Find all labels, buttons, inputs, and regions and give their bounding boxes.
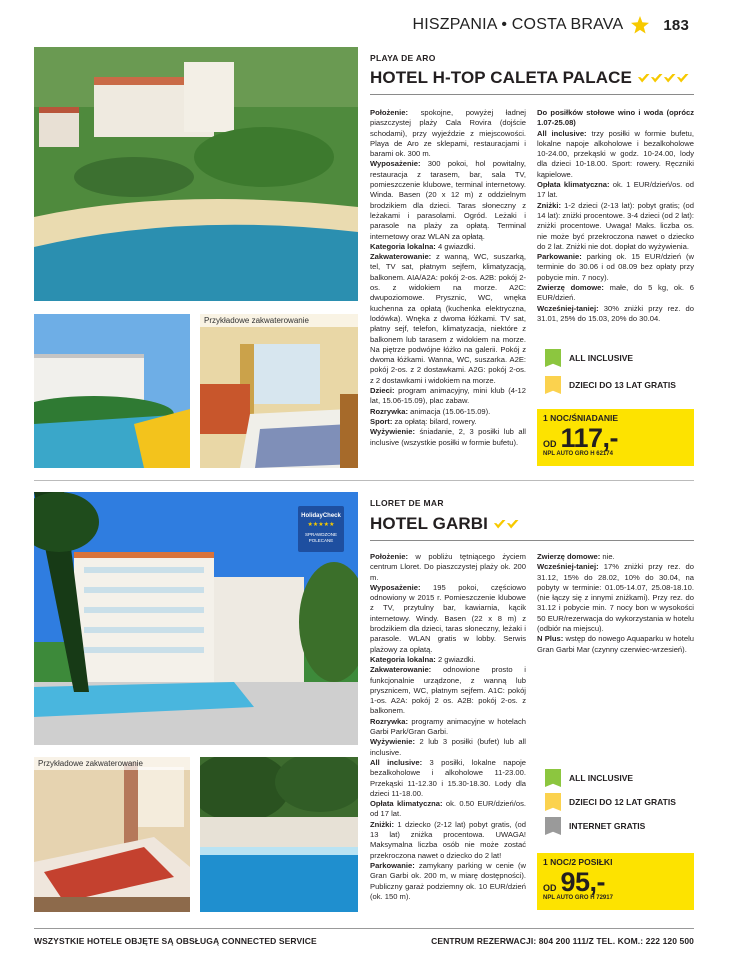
badge-all-inclusive [545,349,676,367]
field-label: Opłata klimatyczna: [537,180,610,190]
description-paragraph [370,799,526,820]
description-paragraph [537,562,694,634]
field-value: programy animacyjne w hotelach Garbi Park/Gran Garbi. [370,716,526,737]
star-icon [664,74,676,83]
field-label: Zwierzę domowe: [537,283,604,293]
field-value: 1 dziecko (2-12 lat) pobyt gratis, (od 13 lat) zniżka procentowa. UWAGA! Maksymalna liczba osób nie może zostać przekroczona nawet o dziecko do 2 lat! [370,819,526,860]
sample-accommodation-label: Przykładowe zakwaterowanie [200,314,358,327]
description-paragraph [370,242,526,252]
field-value: odnowione prosto i funkcjonalnie urządzone, z wanną lub prysznicem, WC, płatnym sejfem. A1C: pokój 1-os. A2A: pokój 2 os. A2B: pokój 2-os. z balkonem. [370,665,526,716]
description-paragraph [370,665,526,716]
description-paragraph [370,861,526,902]
page-number: 183 [663,16,689,34]
badge-kids-free [545,376,676,394]
field-value: małe, do 5 kg, ok. 6 EUR/dzień. [537,283,694,303]
field-value: 4 gwiazdki. [435,241,476,251]
field-label: Zniżki: [537,200,562,210]
field-value: spokojne, powyżej ładnej piaszczystej plaży Cala Rovira (dojście schodami), przy wyjeździe z miejscowości. Playa de Aro ze sklepami, restauracjami i barami ok. 300 m. [370,108,526,159]
field-value: 2 lub 3 posiłki (bufet) lub all inclusive. [370,737,526,757]
field-value: animacja (15.06-15.09). [407,406,491,416]
field-label: Położenie: [370,108,408,117]
field-label: Wcześniej-taniej: [537,303,599,313]
field-value: wstęp do nowego Aquaparku w hotelu Gran Garbi Mar (czynny czerwiec-wrzesień). [537,634,694,654]
field-value: 30% zniżki przy rez. do 31.01, 25% do 15.03, 20% do 30.04. [537,303,694,323]
description-paragraph [537,304,694,325]
star-icon [677,74,689,83]
description-paragraph [370,552,526,583]
hotel1-name-row [370,68,689,88]
hotel1-main-photo [34,47,358,301]
field-label: Sport: [370,416,393,426]
price-from-label: OD [543,439,557,449]
star-icon [494,520,506,529]
field-label: Wyżywienie: [370,737,416,747]
description-paragraph [370,407,526,417]
badge-label: DZIECI DO 13 LAT GRATIS [569,380,676,390]
hotel2-description-col1 [370,552,526,902]
footer-booking-phone: CENTRUM REZERWACJI: 804 200 111/Z TEL. KOM.: 222 120 500 [431,936,694,946]
hotel1-description-col1 [370,108,526,448]
footer-divider [34,928,694,929]
footer-service-note: WSZYSTKIE HOTELE OBJĘTE SĄ OBSŁUGĄ CONNECTED SERVICE [34,936,317,946]
room-image [34,757,190,912]
description-paragraph [370,417,526,427]
room-image [200,314,358,468]
description-paragraph [537,252,694,283]
brand-star-icon [631,16,649,34]
field-value: 195 pokoi, częściowo odnowiony w 2015 r. Pomieszczenie klubowe z TV, przytulny bar, kawiarnia, kącik internetowy. Windy. Basen (22 x 8 m) z brodzikiem dla dzieci, taras słoneczny, leżaki i parasole. WLAN gratis w lobby. Serwis plażowy za opłatą. [370,582,526,654]
field-value: 2 gwiazdki. [435,654,476,664]
badge-kids-free [545,793,676,811]
field-label: Dzieci: [370,386,395,396]
price-amount: 95,- [560,867,606,897]
field-value: parking ok. 15 EUR/dzień (w terminie do 30.06 i od 08.09 bez opłaty przy pobycie min. 7 nocy). [537,252,694,282]
field-label: N Plus: [537,634,564,644]
field-value: ok. 1 EUR/dzień/os. od 17 lat. [537,180,694,200]
field-value: 3 posiłki, lokalne napoje bezalkoholowe i alkoholowe 11-23.00. Przekąski 11-12.30 i 15.30-18.30. Lody dla dzieci 11-18.00. [370,757,526,798]
field-label: Opłata klimatyczna: [370,799,443,809]
description-paragraph [537,634,694,655]
hotel2-name: HOTEL GARBI [370,514,488,533]
holidaycheck-caption: SPRAWDZONE POLECANE [304,532,338,543]
field-label: Rozrywka: [370,406,408,416]
field-label: Parkowanie: [370,860,415,870]
hotel1-room-photo [200,314,358,468]
resort-aerial-image [34,47,358,301]
description-paragraph [370,655,526,665]
hotel1-name: HOTEL H-TOP CALETA PALACE [370,68,632,87]
field-label: All inclusive: [370,757,423,767]
badge-all-inclusive [545,769,676,787]
description-paragraph [370,583,526,655]
description-paragraph [370,717,526,738]
description-paragraph [537,129,694,180]
field-label: Kategoria lokalna: [370,654,436,664]
description-paragraph [370,820,526,861]
star-icon [507,520,519,529]
page-header [413,16,689,34]
field-value: ok. 0.50 EUR/dzień/os. od 17 lat. [370,799,526,819]
field-label: Wyposażenie: [370,159,421,169]
badge-label: DZIECI DO 12 LAT GRATIS [569,797,676,807]
field-value: 300 pokoi, hol powitalny, restauracja z tarasem, bar, sala TV, pomieszczenie klubowe, terminal internetowy. Winda. Basen (20 x 12 m) z oddzielnym brodzikiem dla dzieci. Taras słoneczny z leżakami i parasolami. Ogród. Leżaki i parasole na plaży za opłatą. Terminal internetowy oraz WLAN za opłatą. [370,159,526,241]
hotel2-description-col2 [537,552,694,655]
price-amount: 117,- [560,423,619,453]
offer-code: NPL AUTO GRO H 62174 [543,451,613,457]
price-from-label: OD [543,883,557,893]
field-label: Wyposażenie: [370,582,421,592]
gold-flag-icon [545,376,561,394]
hotel1-price-box [537,409,694,466]
section-divider [34,480,694,481]
field-label: Wcześniej-taniej: [537,562,599,572]
hotel1-description-col2 [537,108,694,324]
field-value: śniadanie, 2, 3 posiłki lub all inclusive (wszystkie posiłki w formie bufetu). [370,427,526,447]
description-paragraph [537,201,694,252]
badge-label: ALL INCLUSIVE [569,773,634,783]
badge-label: ALL INCLUSIVE [569,353,634,363]
field-label: Wyżywienie: [370,427,416,437]
hotel1-rating-stars [638,74,689,83]
hotel1-pool-photo [34,314,190,468]
description-paragraph [537,180,694,201]
hotel2-price-box [537,853,694,910]
divider [370,94,694,95]
description-paragraph [370,159,526,241]
green-flag-icon [545,769,561,787]
offer-code: NPL AUTO GRO H 72917 [543,895,613,901]
field-label: Rozrywka: [370,716,408,726]
holidaycheck-badge [298,506,344,552]
badge-label: INTERNET GRATIS [569,821,646,831]
price-board-basis: 1 NOC/2 POSIŁKI [543,857,613,867]
description-paragraph [537,108,694,129]
description-paragraph [537,552,694,562]
field-value: nie. [600,552,615,561]
hotel1-region: PLAYA DE ARO [370,53,436,63]
hotel2-name-row [370,514,519,534]
sample-accommodation-label: Przykładowe zakwaterowanie [34,757,190,770]
hotel2-room-photo [34,757,190,912]
description-paragraph [370,427,526,448]
gray-flag-icon [545,817,561,835]
field-value: 17% zniżki przy rez. do 31.12, 15% do 28.02, 10% do 30.04, na pobyty w terminie: 01.05-14.07, 25.08-18.10. (nie łączy się z innymi zniżkami). Przy rez. do 31.12 i pobycie min. 7 nocy bon w wysokości 50 EUR/rezerwacja do wykorzystania w hotelu (odbiór na miejscu). [537,562,694,634]
field-label: Zniżki: [370,819,395,829]
description-paragraph [370,108,526,159]
description-paragraph [370,737,526,758]
field-value: w pobliżu tętniącego życiem centrum Lloret. Do piaszczystej plaży ok. 200 m. [370,552,526,582]
field-label: Zwierzę domowe: [537,552,601,561]
hotel2-region: LLORET DE MAR [370,498,444,508]
field-value: zamykany parking w cenie (w Gran Garbi ok. 200 m, w miarę dostępności). Publiczny garaż podziemny ok. 10 EUR/dzień (ok. 150 m). [370,860,526,901]
field-value: z wanną, WC, suszarką, tel, TV sat, płatnym sejfem, klimatyzacją, balkonem. AIA/A2A: pokój 2-os. A2B: pokój 2-os. z widokiem na morze. A2C: dwupoziomowe. Prysznic, WC, wnęka kuchenna za opłatą (kuchenka elektryczna, lodówka). Wnęka z dwoma łóżkami. TV sat, płatny sejf, telefon, klimatyzacja, niektóre z balkonem lub tarasem z widokiem na morze. Na piętrze podwójne łóżko na galerii. Pokój z dwoma łóżkami. Wanna, WC, suszarka. A2E: pokój 2-os. z 2 dostawkami. A2G: pokój 2-os. z 2 dostawkami i widokiem na morze. [370,252,526,385]
holidaycheck-stars-icon: ★★★★★ [307,522,335,528]
field-label: Zakwaterowanie: [370,665,432,675]
hotel1-badges [545,349,676,394]
field-label: Zakwaterowanie: [370,252,432,262]
green-flag-icon [545,349,561,367]
pool-image [34,314,190,468]
description-paragraph [370,252,526,386]
star-icon [651,74,663,83]
field-value: za opłatą: bilard, rowery. [392,416,477,426]
field-label: Położenie: [370,552,408,561]
field-label: Do posiłków stołowe wino i woda (oprócz 1.07-25.08) [537,108,694,128]
hotel2-rating-stars [494,520,519,529]
field-label: Kategoria lokalna: [370,241,436,251]
field-value: program animacyjny, mini klub (4-12 lat, 15.06-15.09), plac zabaw. [370,386,526,406]
holidaycheck-logo: HolidayCheck [301,513,341,519]
hotel2-main-photo [34,492,358,745]
divider [370,540,694,541]
pool-image [200,757,358,912]
gold-flag-icon [545,793,561,811]
field-value: trzy posiłki w formie bufetu, lokalne napoje alkoholowe i bezalkoholowe 10-24.00, przekąski w godz. 10-24.00, lody dla dzieci 10-18.00. Sport: rowery. Ręczniki kąpielowe. [537,128,695,179]
description-paragraph [370,758,526,799]
hotel2-pool-photo [200,757,358,912]
field-value: 1-2 dzieci (2-13 lat): pobyt gratis; (od 14 lat): zniżki procentowe. 3-4 dzieci (od 2 lat): zniżki procentowe. Uwaga! Maks. liczba os. nie może być przekroczona nawet o dziecko do 2 lat. Zniżki nie dot. dopłat do wyżywienia. [537,200,694,251]
description-paragraph [537,283,694,304]
field-label: Parkowanie: [537,252,582,262]
field-label: All inclusive: [537,128,587,138]
badge-internet-free [545,817,676,835]
price-board-basis: 1 NOC/ŚNIADANIE [543,413,619,423]
breadcrumb: HISZPANIA • COSTA BRAVA [412,16,624,33]
hotel2-badges [545,769,676,835]
star-icon [638,74,650,83]
description-paragraph [370,386,526,407]
